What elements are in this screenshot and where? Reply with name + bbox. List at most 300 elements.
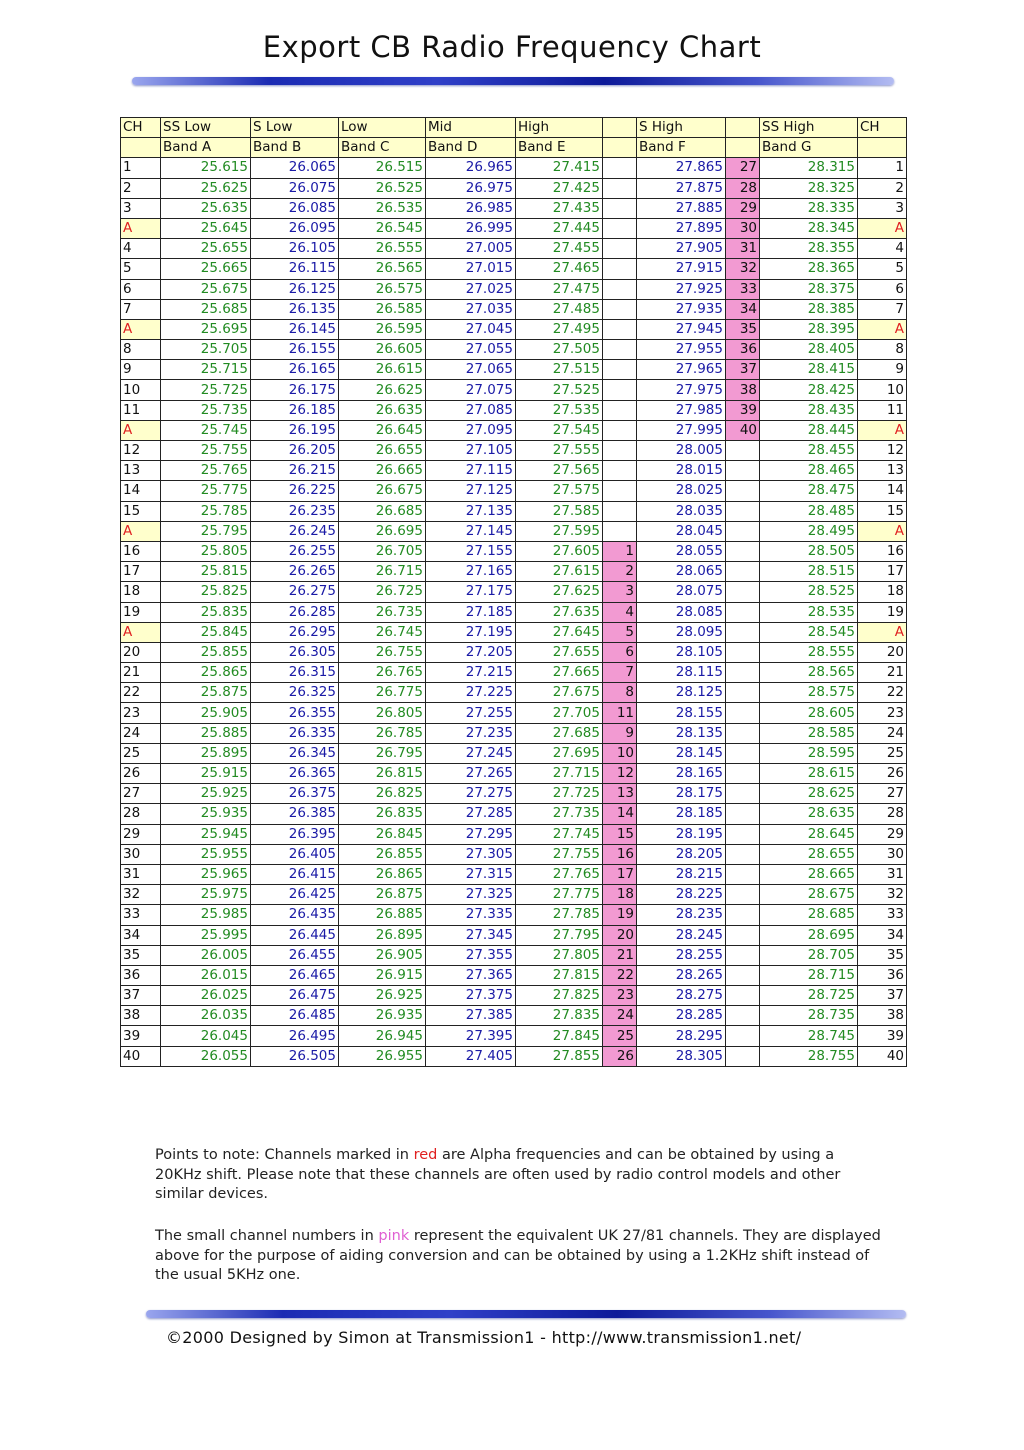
frequency-cell: 28.685: [760, 905, 858, 925]
channel-cell: 8: [858, 340, 907, 360]
frequency-cell: 27.945: [637, 319, 726, 339]
uk-channel-cell: 14: [603, 804, 637, 824]
uk-channel-cell: 10: [603, 743, 637, 763]
uk-channel-cell: [726, 723, 760, 743]
frequency-cell: 27.205: [426, 642, 516, 662]
uk-channel-cell: [726, 905, 760, 925]
frequency-cell: 26.315: [251, 663, 339, 683]
uk-channel-cell: 16: [603, 844, 637, 864]
uk-channel-cell: [726, 703, 760, 723]
frequency-cell: 28.385: [760, 299, 858, 319]
frequency-cell: 26.975: [426, 178, 516, 198]
frequency-cell: 28.315: [760, 158, 858, 178]
frequency-cell: 26.695: [339, 521, 426, 541]
channel-cell: A: [858, 622, 907, 642]
frequency-cell: 26.825: [339, 784, 426, 804]
frequency-cell: 26.645: [339, 420, 426, 440]
uk-channel-cell: [726, 541, 760, 561]
frequency-cell: 26.425: [251, 885, 339, 905]
uk-channel-cell: [726, 844, 760, 864]
channel-cell: 14: [858, 481, 907, 501]
uk-channel-cell: [603, 481, 637, 501]
uk-channel-cell: [726, 562, 760, 582]
frequency-cell: 28.635: [760, 804, 858, 824]
frequency-cell: 26.795: [339, 743, 426, 763]
frequency-cell: 26.895: [339, 925, 426, 945]
uk-channel-cell: 20: [603, 925, 637, 945]
frequency-cell: 27.875: [637, 178, 726, 198]
channel-cell: 36: [858, 965, 907, 985]
channel-cell: 15: [858, 501, 907, 521]
frequency-cell: 26.005: [161, 945, 251, 965]
frequency-cell: 25.785: [161, 501, 251, 521]
channel-cell: 5: [858, 259, 907, 279]
channel-cell: 31: [121, 864, 161, 884]
frequency-cell: 26.515: [339, 158, 426, 178]
frequency-cell: 27.555: [516, 441, 603, 461]
frequency-cell: 27.845: [516, 1026, 603, 1046]
frequency-cell: 26.605: [339, 340, 426, 360]
uk-channel-cell: [726, 1026, 760, 1046]
frequency-cell: 27.365: [426, 965, 516, 985]
frequency-cell: 26.885: [339, 905, 426, 925]
uk-channel-cell: [726, 663, 760, 683]
frequency-cell: 27.135: [426, 501, 516, 521]
frequency-cell: 27.465: [516, 259, 603, 279]
frequency-cell: 27.705: [516, 703, 603, 723]
channel-cell: 12: [858, 441, 907, 461]
frequency-cell: 27.995: [637, 420, 726, 440]
uk-channel-cell: 35: [726, 319, 760, 339]
table-row: [121, 178, 907, 198]
frequency-cell: 27.725: [516, 784, 603, 804]
frequency-cell: 28.065: [637, 562, 726, 582]
frequency-cell: 27.505: [516, 340, 603, 360]
uk-channel-cell: 27: [726, 158, 760, 178]
frequency-cell: 28.735: [760, 1006, 858, 1026]
frequency-cell: 27.015: [426, 259, 516, 279]
frequency-cell: 28.545: [760, 622, 858, 642]
band-cell: Band C: [339, 138, 426, 158]
channel-cell: 29: [121, 824, 161, 844]
channel-cell: 11: [858, 400, 907, 420]
frequency-cell: 26.565: [339, 259, 426, 279]
band-cell: Band B: [251, 138, 339, 158]
uk-channel-cell: 4: [603, 602, 637, 622]
frequency-cell: 28.205: [637, 844, 726, 864]
table-row: [121, 965, 907, 985]
channel-cell: 4: [858, 239, 907, 259]
frequency-cell: 27.895: [637, 218, 726, 238]
frequency-cell: 27.815: [516, 965, 603, 985]
frequency-cell: 27.175: [426, 582, 516, 602]
frequency-cell: 28.575: [760, 683, 858, 703]
frequency-cell: 26.205: [251, 441, 339, 461]
channel-cell: 27: [121, 784, 161, 804]
frequency-cell: 28.645: [760, 824, 858, 844]
channel-cell: 20: [121, 642, 161, 662]
uk-channel-cell: 40: [726, 420, 760, 440]
table-row: [121, 198, 907, 218]
uk-channel-cell: [603, 521, 637, 541]
band-cell: [858, 138, 907, 158]
frequency-cell: 27.085: [426, 400, 516, 420]
frequency-cell: 27.145: [426, 521, 516, 541]
frequency-cell: 28.625: [760, 784, 858, 804]
uk-channel-cell: [603, 360, 637, 380]
frequency-cell: 26.765: [339, 663, 426, 683]
frequency-cell: 25.745: [161, 420, 251, 440]
table-row: [121, 723, 907, 743]
channel-cell: 22: [121, 683, 161, 703]
table-row: [121, 441, 907, 461]
frequency-cell: 28.125: [637, 683, 726, 703]
frequency-cell: 27.645: [516, 622, 603, 642]
frequency-cell: 27.585: [516, 501, 603, 521]
frequency-cell: 25.635: [161, 198, 251, 218]
frequency-cell: 25.835: [161, 602, 251, 622]
frequency-cell: 27.605: [516, 541, 603, 561]
table-row: [121, 400, 907, 420]
channel-cell: 5: [121, 259, 161, 279]
frequency-cell: 26.405: [251, 844, 339, 864]
frequency-cell: 26.925: [339, 986, 426, 1006]
frequency-cell: 27.255: [426, 703, 516, 723]
frequency-cell: 27.975: [637, 380, 726, 400]
channel-cell: 30: [121, 844, 161, 864]
frequency-cell: 28.395: [760, 319, 858, 339]
frequency-cell: 26.495: [251, 1026, 339, 1046]
table-row: [121, 279, 907, 299]
channel-cell: 40: [858, 1046, 907, 1066]
frequency-cell: 26.665: [339, 461, 426, 481]
table-row: [121, 481, 907, 501]
frequency-cell: 26.185: [251, 400, 339, 420]
uk-channel-cell: 5: [603, 622, 637, 642]
frequency-cell: 26.215: [251, 461, 339, 481]
channel-cell: 13: [121, 461, 161, 481]
frequency-cell: 27.345: [426, 925, 516, 945]
channel-cell: 21: [121, 663, 161, 683]
band-cell: Band G: [760, 138, 858, 158]
table-row: [121, 259, 907, 279]
uk-channel-cell: 1: [603, 541, 637, 561]
table-row: [121, 844, 907, 864]
frequency-cell: 28.325: [760, 178, 858, 198]
frequency-cell: 27.235: [426, 723, 516, 743]
table-row: [121, 360, 907, 380]
table-row: [121, 743, 907, 763]
frequency-cell: 28.345: [760, 218, 858, 238]
channel-cell: 28: [858, 804, 907, 824]
frequency-cell: 27.405: [426, 1046, 516, 1066]
frequency-cell: 28.255: [637, 945, 726, 965]
frequency-cell: 26.285: [251, 602, 339, 622]
frequency-cell: 26.375: [251, 784, 339, 804]
frequency-cell: 26.235: [251, 501, 339, 521]
table-row: [121, 521, 907, 541]
table-row: [121, 602, 907, 622]
frequency-cell: 27.915: [637, 259, 726, 279]
frequency-cell: 25.825: [161, 582, 251, 602]
frequency-cell: 27.865: [637, 158, 726, 178]
frequency-cell: 28.585: [760, 723, 858, 743]
frequency-cell: 27.485: [516, 299, 603, 319]
channel-cell: 10: [121, 380, 161, 400]
frequency-cell: 27.125: [426, 481, 516, 501]
frequency-cell: 27.795: [516, 925, 603, 945]
frequency-cell: 26.085: [251, 198, 339, 218]
frequency-cell: 27.395: [426, 1026, 516, 1046]
frequency-cell: 25.755: [161, 441, 251, 461]
frequency-cell: 25.685: [161, 299, 251, 319]
channel-cell: 17: [858, 562, 907, 582]
note-alpha: [155, 1146, 885, 1205]
frequency-cell: 26.635: [339, 400, 426, 420]
channel-cell: 16: [121, 541, 161, 561]
table-row: [121, 299, 907, 319]
frequency-cell: 26.025: [161, 986, 251, 1006]
channel-cell: 18: [858, 582, 907, 602]
frequency-cell: 27.325: [426, 885, 516, 905]
frequency-cell: 26.465: [251, 965, 339, 985]
frequency-cell: 27.835: [516, 1006, 603, 1026]
bottom-divider: [146, 1310, 906, 1318]
frequency-cell: 27.045: [426, 319, 516, 339]
channel-cell: 13: [858, 461, 907, 481]
uk-channel-cell: 21: [603, 945, 637, 965]
channel-cell: 37: [121, 986, 161, 1006]
frequency-cell: 28.025: [637, 481, 726, 501]
frequency-cell: 25.765: [161, 461, 251, 481]
frequency-cell: 27.635: [516, 602, 603, 622]
table-row: [121, 380, 907, 400]
channel-cell: 1: [121, 158, 161, 178]
uk-channel-cell: [603, 158, 637, 178]
channel-cell: 35: [121, 945, 161, 965]
channel-cell: 9: [858, 360, 907, 380]
frequency-cell: 27.735: [516, 804, 603, 824]
frequency-cell: 28.445: [760, 420, 858, 440]
channel-cell: 34: [858, 925, 907, 945]
frequency-cell: 27.885: [637, 198, 726, 218]
frequency-cell: 28.745: [760, 1026, 858, 1046]
channel-cell: 34: [121, 925, 161, 945]
frequency-cell: 25.815: [161, 562, 251, 582]
frequency-cell: 28.225: [637, 885, 726, 905]
frequency-cell: 28.495: [760, 521, 858, 541]
frequency-cell: 25.995: [161, 925, 251, 945]
frequency-cell: 27.035: [426, 299, 516, 319]
frequency-cell: 26.305: [251, 642, 339, 662]
frequency-cell: 26.595: [339, 319, 426, 339]
uk-channel-cell: [603, 441, 637, 461]
frequency-cell: 25.675: [161, 279, 251, 299]
table-row: [121, 885, 907, 905]
uk-channel-cell: [603, 239, 637, 259]
note-text: are Alpha frequencies and can be obtained by using a 20KHz shift. Please note that these channels are often used by radio control models and other similar devices.: [155, 1147, 841, 1202]
frequency-cell: 27.245: [426, 743, 516, 763]
channel-cell: 32: [121, 885, 161, 905]
channel-cell: 37: [858, 986, 907, 1006]
channel-cell: 36: [121, 965, 161, 985]
frequency-cell: 26.815: [339, 764, 426, 784]
frequency-cell: 25.895: [161, 743, 251, 763]
header-row-names: [121, 118, 907, 138]
frequency-cell: 25.645: [161, 218, 251, 238]
header-cell: Mid: [426, 118, 516, 138]
channel-cell: 38: [121, 1006, 161, 1026]
frequency-cell: 28.005: [637, 441, 726, 461]
frequency-cell: 27.525: [516, 380, 603, 400]
frequency-rows: [121, 158, 907, 1066]
frequency-cell: 28.195: [637, 824, 726, 844]
frequency-cell: 26.875: [339, 885, 426, 905]
frequency-cell: 27.285: [426, 804, 516, 824]
channel-cell: 29: [858, 824, 907, 844]
frequency-cell: 26.445: [251, 925, 339, 945]
frequency-cell: 28.695: [760, 925, 858, 945]
frequency-cell: 27.275: [426, 784, 516, 804]
frequency-cell: 26.225: [251, 481, 339, 501]
channel-cell: 25: [121, 743, 161, 763]
frequency-cell: 27.165: [426, 562, 516, 582]
frequency-cell: 27.745: [516, 824, 603, 844]
table-row: [121, 1006, 907, 1026]
channel-cell: 1: [858, 158, 907, 178]
uk-channel-cell: [726, 461, 760, 481]
uk-channel-cell: [726, 481, 760, 501]
uk-channel-cell: 30: [726, 218, 760, 238]
frequency-cell: 26.365: [251, 764, 339, 784]
frequency-cell: 25.935: [161, 804, 251, 824]
frequency-cell: 28.235: [637, 905, 726, 925]
frequency-cell: 28.405: [760, 340, 858, 360]
table-row: [121, 420, 907, 440]
frequency-cell: 26.335: [251, 723, 339, 743]
frequency-cell: 28.505: [760, 541, 858, 561]
channel-cell: 2: [858, 178, 907, 198]
frequency-cell: 26.415: [251, 864, 339, 884]
channel-cell: 7: [858, 299, 907, 319]
frequency-cell: 25.845: [161, 622, 251, 642]
table-row: [121, 461, 907, 481]
frequency-cell: 26.745: [339, 622, 426, 642]
frequency-cell: 28.355: [760, 239, 858, 259]
channel-cell: 19: [858, 602, 907, 622]
frequency-cell: 26.265: [251, 562, 339, 582]
frequency-cell: 25.735: [161, 400, 251, 420]
frequency-cell: 27.415: [516, 158, 603, 178]
frequency-cell: 27.825: [516, 986, 603, 1006]
frequency-cell: 27.905: [637, 239, 726, 259]
frequency-cell: 27.495: [516, 319, 603, 339]
frequency-cell: 26.905: [339, 945, 426, 965]
channel-cell: 33: [858, 905, 907, 925]
frequency-cell: 27.675: [516, 683, 603, 703]
frequency-cell: 28.295: [637, 1026, 726, 1046]
frequency-cell: 27.545: [516, 420, 603, 440]
header-cell: Low: [339, 118, 426, 138]
frequency-cell: 25.925: [161, 784, 251, 804]
frequency-cell: 26.115: [251, 259, 339, 279]
note-text: Points to note: Channels marked in: [155, 1147, 414, 1163]
table-row: [121, 764, 907, 784]
frequency-cell: 28.135: [637, 723, 726, 743]
frequency-cell: 28.335: [760, 198, 858, 218]
table-row: [121, 663, 907, 683]
uk-channel-cell: [603, 198, 637, 218]
uk-channel-cell: [726, 683, 760, 703]
frequency-cell: 27.785: [516, 905, 603, 925]
channel-cell: 14: [121, 481, 161, 501]
channel-cell: A: [858, 319, 907, 339]
channel-cell: A: [858, 521, 907, 541]
frequency-cell: 28.115: [637, 663, 726, 683]
uk-channel-cell: [726, 965, 760, 985]
frequency-cell: 27.955: [637, 340, 726, 360]
frequency-cell: 27.985: [637, 400, 726, 420]
uk-channel-cell: 13: [603, 784, 637, 804]
uk-channel-cell: 9: [603, 723, 637, 743]
frequency-cell: 26.015: [161, 965, 251, 985]
frequency-cell: 26.785: [339, 723, 426, 743]
channel-cell: 32: [858, 885, 907, 905]
note-uk: [155, 1227, 885, 1286]
channel-cell: 11: [121, 400, 161, 420]
channel-cell: 19: [121, 602, 161, 622]
uk-channel-cell: 3: [603, 582, 637, 602]
uk-channel-cell: 31: [726, 239, 760, 259]
frequency-cell: 25.725: [161, 380, 251, 400]
frequency-cell: 27.025: [426, 279, 516, 299]
frequency-cell: 26.865: [339, 864, 426, 884]
frequency-cell: 25.875: [161, 683, 251, 703]
frequency-cell: 28.215: [637, 864, 726, 884]
frequency-cell: 28.085: [637, 602, 726, 622]
table-row: [121, 864, 907, 884]
frequency-cell: 27.925: [637, 279, 726, 299]
frequency-cell: 25.855: [161, 642, 251, 662]
table-row: [121, 541, 907, 561]
frequency-table: [120, 117, 907, 1067]
frequency-cell: 28.015: [637, 461, 726, 481]
channel-cell: 20: [858, 642, 907, 662]
frequency-cell: 26.725: [339, 582, 426, 602]
frequency-cell: 25.885: [161, 723, 251, 743]
header-cell: [726, 118, 760, 138]
uk-channel-cell: [726, 582, 760, 602]
frequency-cell: 26.705: [339, 541, 426, 561]
channel-cell: 33: [121, 905, 161, 925]
channel-cell: 30: [858, 844, 907, 864]
channel-cell: 6: [858, 279, 907, 299]
frequency-cell: 26.505: [251, 1046, 339, 1066]
frequency-cell: 28.145: [637, 743, 726, 763]
uk-channel-cell: 24: [603, 1006, 637, 1026]
frequency-cell: 28.525: [760, 582, 858, 602]
frequency-cell: 26.125: [251, 279, 339, 299]
channel-cell: 28: [121, 804, 161, 824]
frequency-cell: 28.475: [760, 481, 858, 501]
frequency-cell: 27.375: [426, 986, 516, 1006]
uk-channel-cell: [603, 501, 637, 521]
frequency-cell: 28.055: [637, 541, 726, 561]
frequency-cell: 26.345: [251, 743, 339, 763]
uk-channel-cell: [726, 1006, 760, 1026]
note-red-word: red: [413, 1147, 438, 1163]
page-title: Export CB Radio Frequency Chart: [262, 30, 762, 64]
